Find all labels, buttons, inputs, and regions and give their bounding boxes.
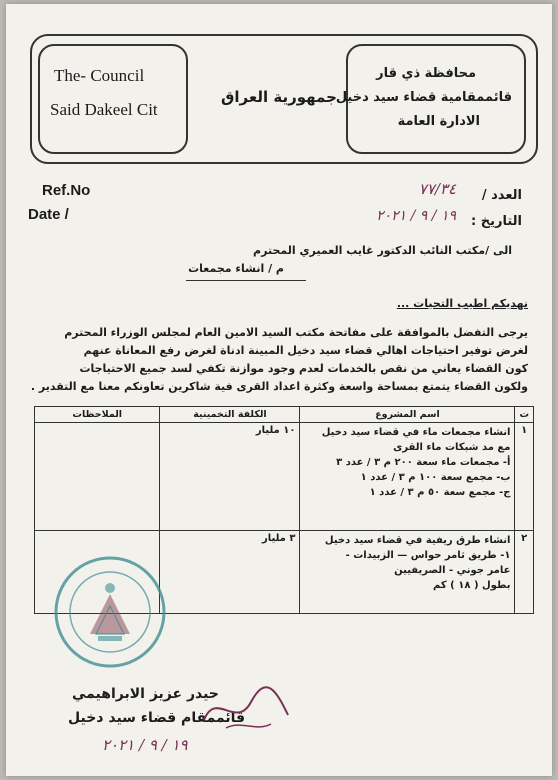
subject-line: م / انشاء مجمعات	[188, 262, 284, 275]
ref-no-label: Ref.No	[42, 182, 91, 199]
project-line: أ- مجمعات ماء سعة ٢٠٠ م ٣ / عدد ٣	[336, 457, 511, 468]
city-name-en: Said Dakeel Cit	[50, 100, 158, 119]
addressee: الى /مكتب النائب الدكتور غايب العميري المحترم	[253, 244, 512, 257]
official-seal-stamp	[50, 552, 170, 672]
department-name: الادارة العامة	[397, 114, 480, 129]
project-line: عامر جوني - الصريفيين	[394, 565, 511, 576]
header-project: اسم المشروع	[300, 407, 515, 423]
body-line-1: يرجى التفضل بالموافقة على مفاتحة مكتب السيد الامين العام لمجلس الوزراء المحترم	[64, 326, 528, 339]
handwritten-signature	[196, 680, 296, 740]
body-line-3: كون القضاء يعاني من نقص بالخدمات لعدم وجود موازنة تكفي لسد جميع الاحتياجات	[79, 362, 528, 375]
header-cost: الكلفة التخمينية	[160, 407, 300, 423]
project-line: ب- مجمع سعة ١٠٠ م ٣ / عدد ١	[360, 472, 511, 483]
number-label-ar: العدد /	[481, 188, 522, 203]
project-line: ١- طريق ثامر حواس — الزبيدات -	[345, 550, 511, 561]
date-value: ١٩ / ٩ / ٢٠٢١	[376, 208, 456, 224]
body-line-4: ولكون القضاء يتمتع بمساحة واسعة وكثرة اعداد القرى فية شاكرين تعاونكم معنا مع التقدير .	[30, 380, 528, 393]
project-line: انشاء طرق ريفية في قضاء سيد دخيل	[324, 535, 511, 546]
number-value: ٧٧/٣٤	[418, 180, 456, 198]
letter-page	[6, 4, 552, 776]
signatory-title: قائممقام قضاء سيد دخيل	[68, 710, 246, 726]
project-line: مع مد شبكات ماء القرى	[393, 442, 511, 453]
council-name-en: The- Council	[54, 66, 145, 85]
signatory-name: حيدر عزيز الابراهيمي	[72, 686, 219, 702]
body-line-2: لغرض توفير احتياجات اهالي قضاء سيد دخيل المبينة ادناة لغرض رفع المعاناة عنهم	[83, 344, 528, 357]
project-line: بطول ( ١٨ ) كم	[433, 580, 511, 591]
table-header-row	[35, 407, 534, 423]
notes-cell	[35, 423, 160, 531]
project-line: انشاء مجمعات ماء في قضاء سيد دخيل	[321, 427, 511, 438]
row-num: ٢	[515, 531, 534, 614]
header-num: ت	[515, 407, 534, 423]
row-num: ١	[515, 423, 534, 531]
signature-date: ١٩ / ٩ / ٢٠٢١	[102, 736, 188, 754]
governorate-name: محافظة ذي قار	[376, 66, 476, 81]
letterhead-english-box	[38, 44, 188, 154]
project-cell	[300, 531, 515, 614]
header-notes: الملاحظات	[35, 407, 160, 423]
district-office-name: قائممقامية قضاء سيد دخيل	[335, 90, 512, 105]
cost-cell: ٣ مليار	[160, 531, 300, 614]
project-cell	[300, 423, 515, 531]
date-label-en: Date /	[28, 206, 69, 223]
date-label-ar: التاريخ :	[471, 214, 522, 229]
republic-title: جمهورية العراق	[221, 88, 337, 106]
table-row	[35, 423, 534, 531]
greeting: نهديكم اطيب التحيات ...	[396, 297, 528, 310]
cost-cell: ١٠ مليار	[160, 423, 300, 531]
project-line: ج- مجمع سعة ٥٠ م ٣ / عدد ١	[369, 487, 511, 498]
subject-underline	[186, 280, 306, 281]
